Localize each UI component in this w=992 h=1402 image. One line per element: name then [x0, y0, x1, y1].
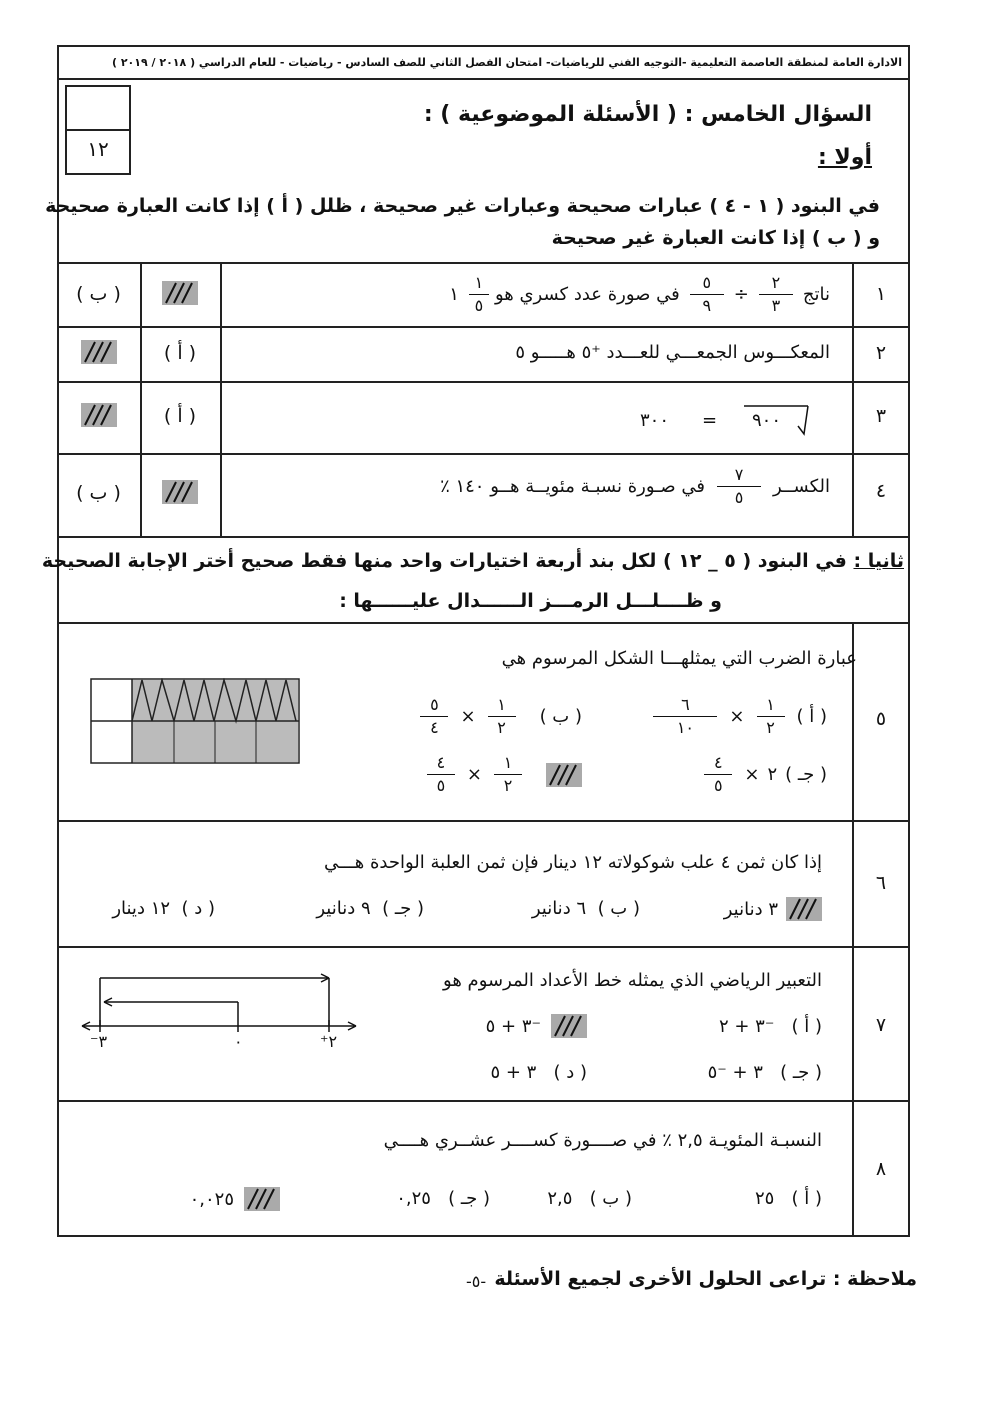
shaded-answer-icon — [786, 897, 822, 921]
option-label: ( أ ) — [791, 1188, 822, 1209]
times-sign: × — [466, 764, 482, 785]
item-2-statement: المعكـــوس الجمعـــي للعـــدد ⁺٥ هـــــو ٥ — [515, 342, 830, 363]
q8-option-a[interactable] — [755, 1188, 822, 1209]
fraction: $\frac{١}{٥}$ — [469, 274, 489, 315]
number-line-label-zero: ٠ — [234, 1032, 243, 1051]
option-label: ( ب ) — [597, 898, 640, 919]
q7-option-d[interactable] — [490, 1062, 587, 1083]
q8-option-b[interactable] — [547, 1188, 632, 1209]
shaded-answer-icon — [551, 1014, 587, 1038]
fraction: $\frac{٥}{٤}$ — [420, 696, 448, 737]
number-line-label-left: ⁻٣ — [90, 1032, 108, 1051]
divider — [57, 820, 910, 822]
fraction: $\frac{١}{٢}$ — [757, 696, 785, 737]
option-b[interactable]: ( ب ) — [76, 283, 121, 305]
option-text: ٣ دنانير — [723, 898, 778, 920]
question-number: ٦ — [875, 872, 887, 894]
option-b-shaded[interactable] — [57, 403, 140, 427]
score-box — [65, 85, 131, 175]
part1-instruction-2: و ( ب ) إذا كانت العبارة غير صحيحة — [551, 227, 880, 249]
fraction: $\frac{٤}{٥}$ — [704, 754, 732, 795]
divider — [57, 262, 910, 264]
option-text: ٩ دنانير — [316, 898, 371, 919]
score-value: ١٢ — [87, 137, 109, 161]
question-stem: التعبير الرياضي الذي يمثله خط الأعداد المرسوم هو — [443, 970, 822, 991]
shaded-answer-icon — [546, 763, 582, 787]
number-line-figure — [74, 966, 364, 1066]
fraction: $\frac{٧}{٥}$ — [717, 466, 761, 507]
option-text: ٣ + ٥ — [490, 1062, 537, 1083]
whole-number: ١ — [449, 284, 459, 305]
option-label: ( د ) — [181, 898, 215, 919]
q7-option-a[interactable] — [719, 1016, 822, 1037]
option-text: ٠,٠٢٥ — [189, 1188, 234, 1210]
item-number: ٣ — [875, 405, 887, 427]
question-stem: عبارة الضرب التي يمثلهـــا الشكل المرسوم هي — [501, 648, 857, 669]
divider — [57, 381, 910, 383]
exam-header: الادارة العامة لمنطقة العاصمة التعليمية -التوجيه الفني للرياضيات- امتحان الفصل الثاني للصف السادس - رياضيات - للعام الدراسي ( ٢٠١٨ / ٢٠١٩ ) — [111, 56, 902, 69]
divider — [220, 262, 222, 536]
q5-option-b[interactable] — [416, 696, 582, 737]
footer-note: ملاحظة : تراعى الحلول الأخرى لجميع الأسئلة — [494, 1268, 917, 1290]
times-sign: × — [729, 706, 745, 727]
item-number: ٤ — [875, 480, 887, 502]
question-stem: إذا كان ثمن ٤ علب شوكولاته ١٢ دينار فإن ثمن العلبة الواحدة هـــي — [323, 852, 822, 873]
option-text: ٣ + ⁻٥ — [707, 1062, 763, 1083]
part1-title: أولا : — [817, 145, 872, 170]
fraction: $\frac{١}{٢}$ — [494, 754, 522, 795]
result-value: ٣٠٠ — [640, 410, 670, 431]
question-number: ٧ — [875, 1014, 887, 1036]
option-label: ( جـ ) — [785, 764, 827, 785]
q6-option-b[interactable] — [532, 898, 640, 919]
question-stem: النسبـة المئويـة ٢,٥ ٪ في صــــورة كســــر عشــري هــــي — [383, 1130, 822, 1151]
divider — [57, 1100, 910, 1102]
divider — [57, 536, 910, 538]
divider — [57, 946, 910, 948]
option-text: ١٢ دينار — [112, 898, 171, 919]
option-b[interactable]: ( ب ) — [76, 482, 121, 504]
divider — [57, 453, 910, 455]
option-label: ( ب ) — [539, 706, 582, 727]
times-sign: × — [460, 706, 476, 727]
fraction: $\frac{٥}{٩}$ — [690, 274, 724, 315]
item-text: في صـورة نسبـة مئويــة هــو ١٤٠ ٪ — [440, 476, 706, 497]
times-sign: × — [744, 764, 760, 785]
fraction: $\frac{٤}{٥}$ — [427, 754, 455, 795]
divider — [57, 326, 910, 328]
option-text: ٠,٢٥ — [396, 1188, 431, 1209]
option-a-shaded[interactable] — [140, 281, 220, 305]
operator: ÷ — [733, 284, 749, 305]
question-number: ٥ — [875, 708, 887, 730]
option-a[interactable]: ( أ ) — [163, 342, 197, 364]
option-label: ( أ ) — [791, 1016, 822, 1037]
fraction: $\frac{١}{٢}$ — [488, 696, 516, 737]
option-b-shaded[interactable] — [57, 340, 140, 364]
part2-title: ثانيا : — [853, 550, 904, 572]
q7-option-c[interactable] — [708, 1062, 822, 1083]
option-text: ٢,٥ — [547, 1188, 573, 1209]
option-text: ٢٥ — [754, 1188, 775, 1209]
option-label: ( جـ ) — [780, 1062, 822, 1083]
item-number: ١ — [875, 283, 887, 305]
whole-number: ٢ — [767, 764, 778, 785]
shaded-answer-icon — [244, 1187, 280, 1211]
item-1-statement — [449, 274, 830, 315]
item-4-statement — [440, 466, 830, 507]
option-label: ( ب ) — [589, 1188, 632, 1209]
option-text: ٦ دنانير — [531, 898, 587, 919]
option-label: ( أ ) — [796, 706, 827, 727]
item-text: الكســر — [773, 476, 830, 497]
number-line-label-right: ⁺٢ — [320, 1032, 338, 1051]
fraction: $\frac{٦}{١٠}$ — [653, 696, 717, 737]
q6-option-d[interactable] — [112, 898, 215, 919]
equals-sign: = — [702, 410, 718, 431]
q5-option-c[interactable] — [700, 754, 827, 795]
option-a-shaded[interactable] — [140, 480, 220, 504]
q8-option-d-shaded[interactable] — [190, 1187, 280, 1211]
option-text: ⁻٣ + ٥ — [485, 1015, 541, 1037]
divider — [57, 622, 910, 624]
part2-instruction-text: في البنود ( ٥ _ ١٢ ) لكل بند أربعة اختيارات واحد منها فقط صحيح أختر الإجابة الصحيحة — [41, 550, 847, 572]
item-number: ٢ — [875, 342, 887, 364]
section-title: السؤال الخامس : ( الأسئلة الموضوعية ) : — [423, 102, 872, 127]
part2-instruction-1 — [42, 550, 904, 572]
option-label: ( د ) — [553, 1062, 587, 1083]
divider — [57, 78, 910, 80]
q7-option-b-shaded[interactable] — [486, 1014, 587, 1038]
item-text: ناتج — [802, 284, 830, 305]
multiplication-grid-figure — [90, 678, 300, 764]
part2-instruction-2: و ظــــلـــل الرمـــز الــــــدال عليــــــها : — [339, 590, 722, 612]
option-label: ( جـ ) — [382, 898, 424, 919]
q5-option-d-shaded[interactable] — [423, 754, 582, 795]
option-label: ( جـ ) — [448, 1188, 490, 1209]
option-text: ⁻٣ + ٢ — [718, 1016, 775, 1037]
q6-option-a-shaded[interactable] — [724, 897, 822, 921]
q5-option-a[interactable] — [649, 696, 827, 737]
q6-option-c[interactable] — [316, 898, 424, 919]
page-number: -٥- — [466, 1272, 487, 1291]
item-text: في صورة عدد كسري هو — [494, 284, 680, 305]
fraction: $\frac{٢}{٣}$ — [759, 274, 793, 315]
question-number: ٨ — [875, 1158, 887, 1180]
part1-instruction-1: في البنود ( ١ - ٤ ) عبارات صحيحة وعبارات غير صحيحة ، ظلل ( أ ) إذا كانت العبارة صحيحة — [45, 195, 880, 217]
q8-option-c[interactable] — [396, 1188, 490, 1209]
option-a[interactable]: ( أ ) — [163, 405, 197, 427]
radicand: ٩٠٠ — [752, 410, 782, 431]
item-3-statement — [630, 404, 820, 436]
